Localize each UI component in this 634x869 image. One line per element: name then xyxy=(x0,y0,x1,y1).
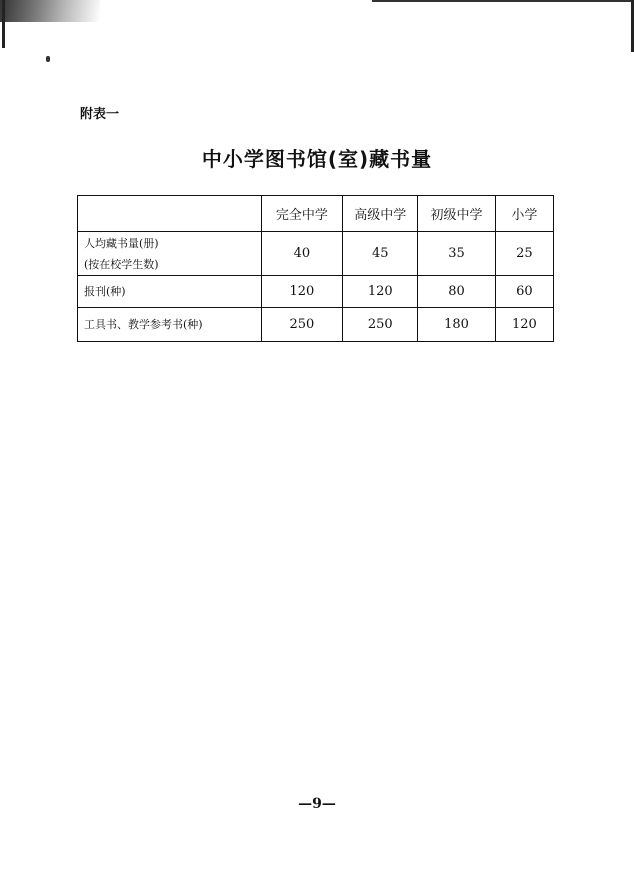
row-label: 工具书、教学参考书(种) xyxy=(78,308,262,342)
column-header: 初级中学 xyxy=(418,196,495,232)
column-header: 完全中学 xyxy=(261,196,342,232)
table-cell: 25 xyxy=(495,232,553,276)
header-empty-cell xyxy=(78,196,262,232)
table-cell: 250 xyxy=(343,308,418,342)
scan-artifact-corner xyxy=(0,0,100,22)
table-cell: 250 xyxy=(261,308,342,342)
holdings-table xyxy=(77,195,554,342)
table-cell: 120 xyxy=(495,308,553,342)
table-header-row xyxy=(78,196,554,232)
row-label: 报刊(种) xyxy=(78,276,262,308)
table-cell: 45 xyxy=(343,232,418,276)
table-cell: 35 xyxy=(418,232,495,276)
table-row xyxy=(78,308,554,342)
table-row xyxy=(78,232,554,276)
table-cell: 120 xyxy=(343,276,418,308)
row-label xyxy=(78,232,262,276)
table-cell: 180 xyxy=(418,308,495,342)
column-header: 高级中学 xyxy=(343,196,418,232)
table-title: 中小学图书馆(室)藏书量 xyxy=(201,147,433,171)
column-header: 小学 xyxy=(495,196,553,232)
row-label-line: 人均藏书量(册) xyxy=(84,236,159,250)
page-number: —9— xyxy=(298,796,336,812)
table-cell: 60 xyxy=(495,276,553,308)
scan-artifact-top-line xyxy=(372,0,634,2)
table-cell: 120 xyxy=(261,276,342,308)
table-row xyxy=(78,276,554,308)
table-cell: 40 xyxy=(261,232,342,276)
table-cell: 80 xyxy=(418,276,495,308)
scan-artifact-speck xyxy=(46,56,50,62)
appendix-label: 附表一 xyxy=(80,107,120,122)
row-sublabel: (按在校学生数) xyxy=(84,257,159,271)
scan-artifact-left-edge xyxy=(2,0,5,48)
